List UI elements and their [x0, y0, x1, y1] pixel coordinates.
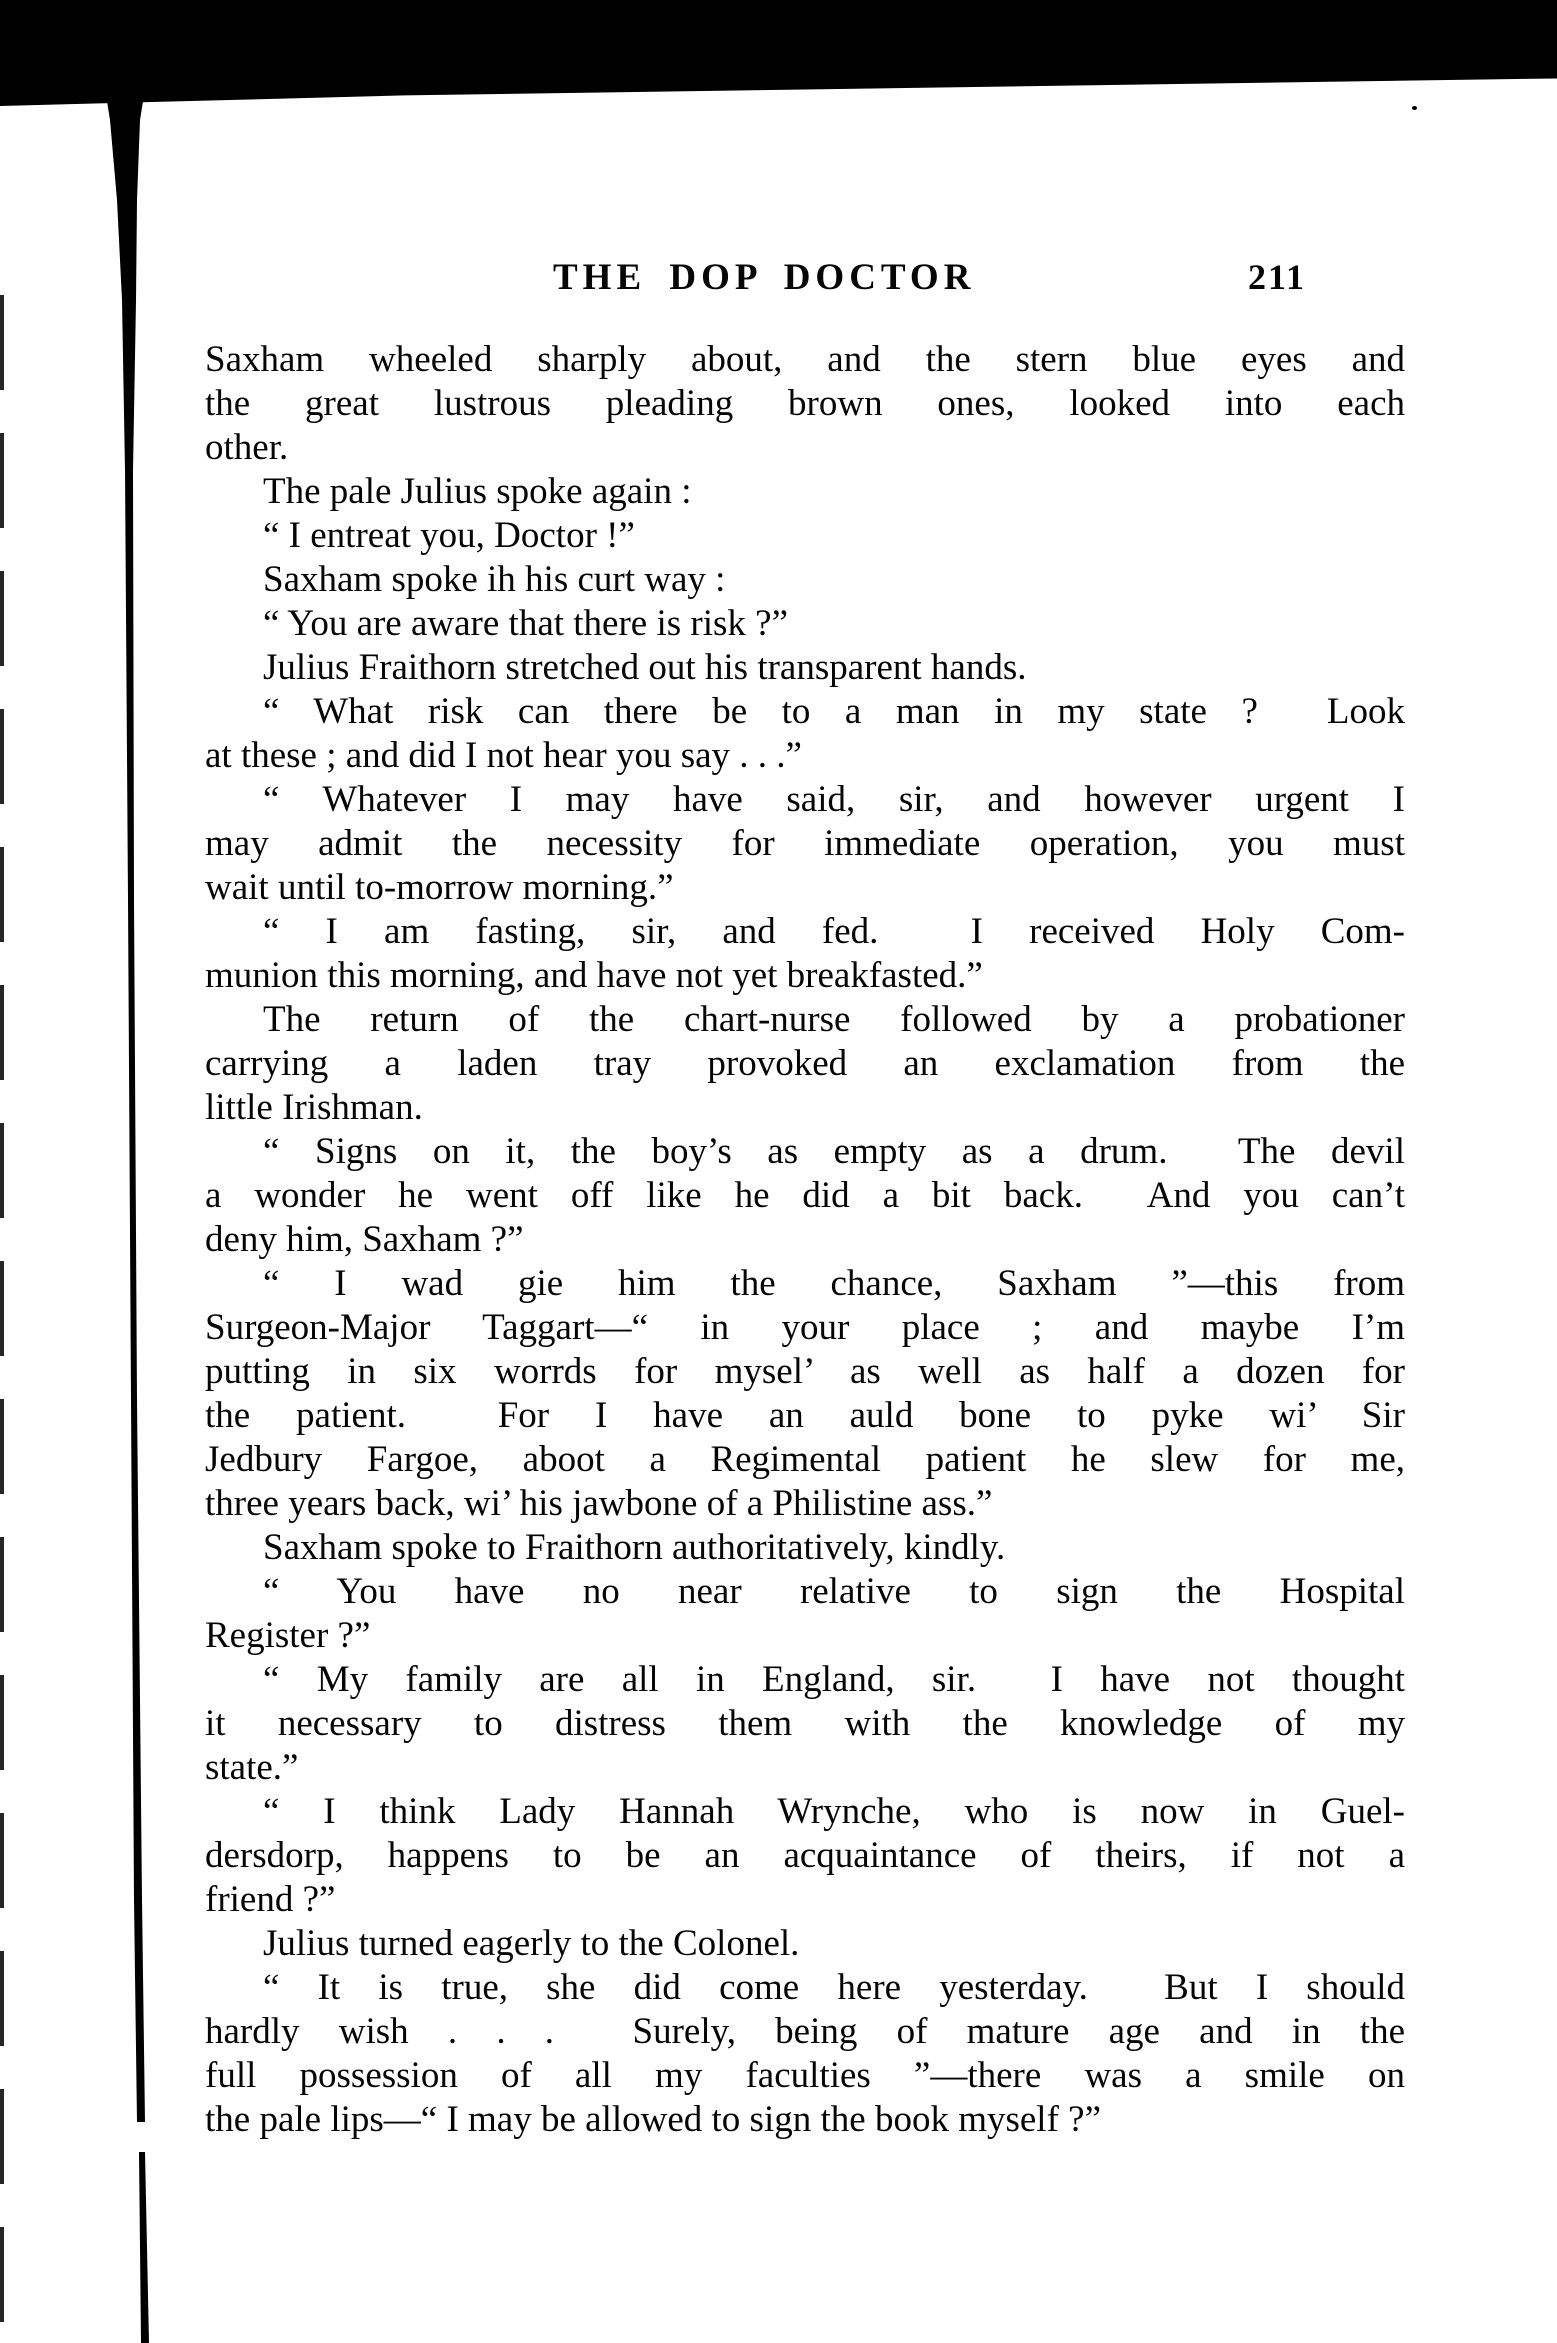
scan-top-black-bar: [0, 0, 1557, 106]
text-line: full possession of all my faculties ”—there was a smile on: [205, 2055, 1405, 2096]
text-line: deny him, Saxham ?”: [205, 1219, 524, 1260]
text-line: The return of the chart-nurse followed by a probationer: [263, 999, 1405, 1040]
text-line: Saxham spoke to Fraithorn authoritatively, kindly.: [263, 1527, 1006, 1568]
text-line: “ My family are all in England, sir. I have not thought: [263, 1659, 1405, 1700]
text-line: three years back, wi’ his jawbone of a Philistine ass.”: [205, 1483, 993, 1524]
text-line: at these ; and did I not hear you say . . .”: [205, 735, 802, 776]
text-line: Julius Fraithorn stretched out his transparent hands.: [263, 647, 1027, 688]
text-line: Saxham spoke ih his curt way :: [263, 559, 726, 600]
text-line: other.: [205, 427, 289, 468]
text-line: may admit the necessity for immediate operation, you must: [205, 823, 1405, 864]
text-line: a wonder he went off like he did a bit back. And you can’t: [205, 1175, 1405, 1216]
text-line: little Irishman.: [205, 1087, 423, 1128]
text-line: “ Whatever I may have said, sir, and however urgent I: [263, 779, 1405, 820]
text-line: Register ?”: [205, 1615, 371, 1656]
text-line: “ I think Lady Hannah Wrynche, who is now in Guel-: [263, 1791, 1405, 1832]
text-line: Surgeon-Major Taggart—“ in your place ; and maybe I’m: [205, 1307, 1405, 1348]
text-line: friend ?”: [205, 1879, 336, 1920]
running-header: [205, 256, 1405, 306]
text-line: Jedbury Fargoe, aboot a Regimental patient he slew for me,: [205, 1439, 1405, 1480]
text-line: “ What risk can there be to a man in my state ? Look: [263, 691, 1405, 732]
text-line: “ I am fasting, sir, and fed. I received Holy Com-: [263, 911, 1405, 952]
text-line: the pale lips—“ I may be allowed to sign the book myself ?”: [205, 2099, 1101, 2140]
page-text: [205, 338, 1405, 2142]
text-line: hardly wish . . . Surely, being of mature age and in the: [205, 2011, 1405, 2052]
text-line: “ You have no near relative to sign the Hospital: [263, 1571, 1405, 1612]
text-line: dersdorp, happens to be an acquaintance of theirs, if not a: [205, 1835, 1405, 1876]
scan-speck: [1412, 106, 1417, 110]
text-line: the great lustrous pleading brown ones, looked into each: [205, 383, 1405, 424]
text-line: Saxham wheeled sharply about, and the stern blue eyes and: [205, 339, 1405, 380]
text-line: The pale Julius spoke again :: [263, 471, 692, 512]
text-line: the patient. For I have an auld bone to pyke wi’ Sir: [205, 1395, 1405, 1436]
text-line: state.”: [205, 1747, 299, 1788]
page-number: 211: [1248, 257, 1307, 297]
text-line: wait until to-morrow morning.”: [205, 867, 674, 908]
scan-left-edge-line: [0, 295, 4, 2343]
text-line: “ I entreat you, Doctor !”: [263, 515, 635, 556]
scan-gutter-line: [95, 0, 165, 2343]
text-line: munion this morning, and have not yet breakfasted.”: [205, 955, 983, 996]
text-line: “ It is true, she did come here yesterday. But I should: [263, 1967, 1405, 2008]
text-line: putting in six worrds for mysel’ as well as half a dozen for: [205, 1351, 1405, 1392]
text-line: it necessary to distress them with the knowledge of my: [205, 1703, 1405, 1744]
text-line: “ Signs on it, the boy’s as empty as a drum. The devil: [263, 1131, 1405, 1172]
text-line: Julius turned eagerly to the Colonel.: [263, 1923, 800, 1964]
text-line: carrying a laden tray provoked an exclamation from the: [205, 1043, 1405, 1084]
text-line: “ You are aware that there is risk ?”: [263, 603, 788, 644]
running-header-title: THE DOP DOCTOR: [553, 257, 976, 298]
text-line: “ I wad gie him the chance, Saxham ”—this from: [263, 1263, 1405, 1304]
